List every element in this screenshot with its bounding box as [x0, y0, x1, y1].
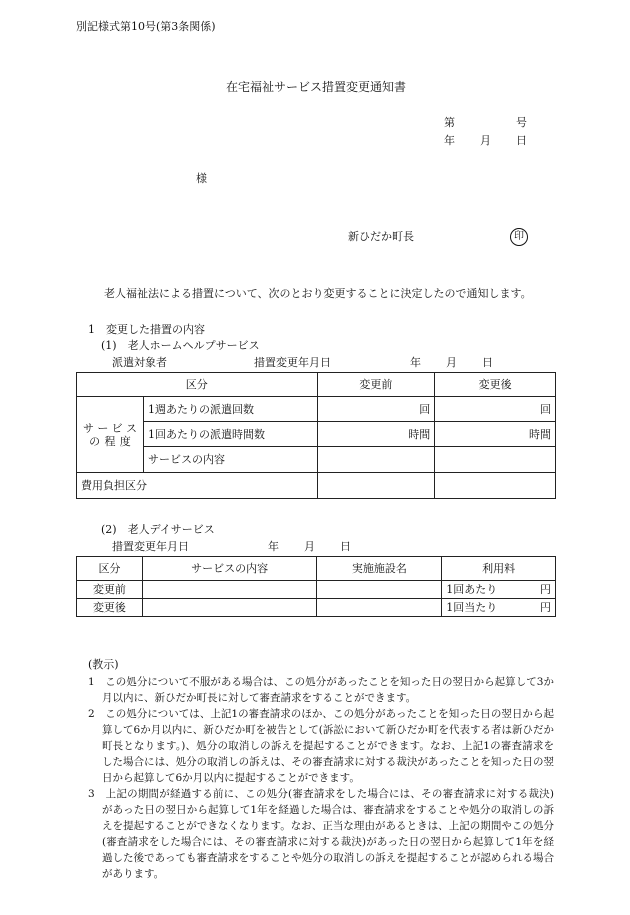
change-date-day: 日	[482, 356, 493, 369]
issuer: 新ひだか町長	[348, 230, 414, 243]
col-fee: 利用料	[442, 557, 556, 581]
fee-label: 1回当たり	[446, 601, 498, 614]
col-service: サービスの内容	[142, 557, 317, 581]
cost-after-cell	[435, 473, 556, 499]
row-fee-cell	[442, 581, 556, 599]
change-date-year: 年	[268, 540, 279, 553]
page-title: 在宅福祉サービス措置変更通知書	[226, 80, 407, 94]
row-label: 1回あたりの派遣時間数	[143, 422, 317, 447]
seal-mark: 印	[510, 228, 528, 246]
row-facility-cell	[317, 599, 442, 617]
dayservice-table	[76, 556, 556, 617]
section1-heading: 1 変更した措置の内容	[88, 323, 205, 336]
row-label: 1週あたりの派遣回数	[143, 397, 317, 422]
form-number: 別記様式第10号(第3条関係)	[76, 20, 216, 33]
notice-body	[88, 674, 554, 882]
notice-item: 1 この処分について不服がある場合は、この処分があったことを知った日の翌日から起算して3か月以内に、新ひだか町長に対して審査請求をすることができます。	[88, 676, 554, 704]
fee-label: 1回あたり	[446, 583, 498, 596]
row-before-cell	[317, 447, 435, 473]
row-after-unit: 時間	[435, 422, 556, 447]
cost-label: 費用負担区分	[77, 473, 318, 499]
dispatch-label: 派遣対象者	[112, 356, 167, 369]
change-date-month: 月	[446, 356, 457, 369]
date-year: 年	[444, 134, 455, 147]
row-before-unit: 時間	[317, 422, 435, 447]
change-date-day: 日	[340, 540, 351, 553]
col-after: 変更後	[435, 373, 556, 397]
number-label: 第	[444, 116, 455, 129]
addressee-suffix: 様	[196, 172, 207, 185]
notice-heading: (教示)	[88, 658, 119, 671]
fee-unit: 円	[540, 583, 551, 596]
notice-item: 2 この処分については、上記1の審査請求のほか、この処分があったことを知った日の翌日から起算して6か月以内に、新ひだか町を被告として(訴訟において新ひだか町を代表する者は新ひだか町長となります。)、処分の取消しの訴えを提起することができます。なお、上記1の審査請求をした場合には、処分の取消しの訴えは、その審査請求に対する裁決があったことを知った日の翌日から起算して6か月以内に提起することができます。	[88, 708, 554, 784]
dayservice-title: (2) 老人デイサービス	[101, 523, 215, 536]
intro-text: 老人福祉法による措置について、次のとおり変更することに決定したので通知します。	[104, 287, 532, 300]
homehelp-title: (1) 老人ホームヘルプサービス	[101, 339, 260, 352]
date-month: 月	[480, 134, 491, 147]
degree-label: サ ー ビ ス の 程 度	[77, 397, 144, 473]
col-facility: 実施施設名	[317, 557, 442, 581]
row-label: サービスの内容	[143, 447, 317, 473]
row-label: 変更後	[77, 599, 143, 617]
notice-item: 3 上記の期間が経過する前に、この処分(審査請求をした場合には、その審査請求に対する裁決)があった日の翌日から起算して1年を経過した場合は、審査請求をすることや処分の取消しの訴えを提起することができなくなります。なお、正当な理由があるときは、上記の期間やこの処分(審査請求をした場合には、その審査請求に対する裁決)があった日の翌日から起算して1年を経過した後であっても審査請求をすることや処分の取消しの訴えを提起することが認められる場合があります。	[88, 788, 554, 880]
change-date-label: 措置変更年月日	[254, 356, 331, 369]
col-kubun: 区分	[77, 373, 318, 397]
change-date-year: 年	[410, 356, 421, 369]
cost-before-cell	[317, 473, 435, 499]
row-fee-cell	[442, 599, 556, 617]
row-facility-cell	[317, 581, 442, 599]
row-before-unit: 回	[317, 397, 435, 422]
row-label: 変更前	[77, 581, 143, 599]
fee-unit: 円	[540, 601, 551, 614]
col-kubun: 区分	[77, 557, 143, 581]
number-suffix: 号	[516, 116, 527, 129]
date-day: 日	[516, 134, 527, 147]
change-date-month: 月	[304, 540, 315, 553]
row-service-cell	[142, 581, 317, 599]
row-after-unit: 回	[435, 397, 556, 422]
row-service-cell	[142, 599, 317, 617]
homehelp-table	[76, 372, 556, 499]
col-before: 変更前	[317, 373, 435, 397]
change-date-label: 措置変更年月日	[112, 540, 189, 553]
row-after-cell	[435, 447, 556, 473]
